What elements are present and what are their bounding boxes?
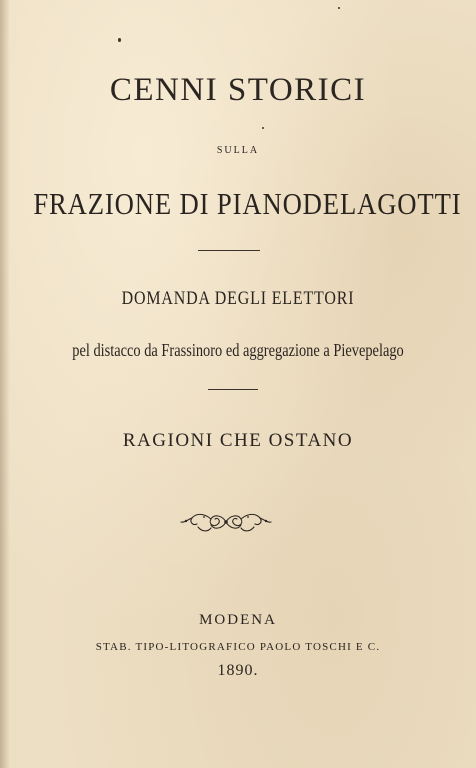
book-title: CENNI STORICI — [109, 72, 367, 108]
petition-detail: pel distacco da Frassinoro ed aggregazione a Pievepelago — [72, 340, 404, 360]
decorative-scroll-ornament-icon — [178, 505, 274, 539]
publication-year: 1890. — [217, 662, 259, 679]
publication-place: MODENA — [199, 612, 277, 628]
counterpoint-heading: RAGIONI CHE OSTANO — [122, 430, 354, 451]
title-connector: SULLA — [216, 145, 260, 156]
printer-name: STAB. TIPO-LITOGRAFICO PAOLO TOSCHI E C. — [95, 641, 381, 653]
ink-fleck — [118, 38, 121, 42]
petition-heading: DOMANDA DEGLI ELETTORI — [121, 288, 355, 309]
ink-fleck — [338, 7, 340, 9]
book-subject: FRAZIONE DI PIANODELAGOTTI — [33, 186, 462, 221]
ink-fleck — [262, 127, 264, 129]
divider-rule — [198, 250, 260, 251]
divider-rule — [208, 389, 258, 390]
